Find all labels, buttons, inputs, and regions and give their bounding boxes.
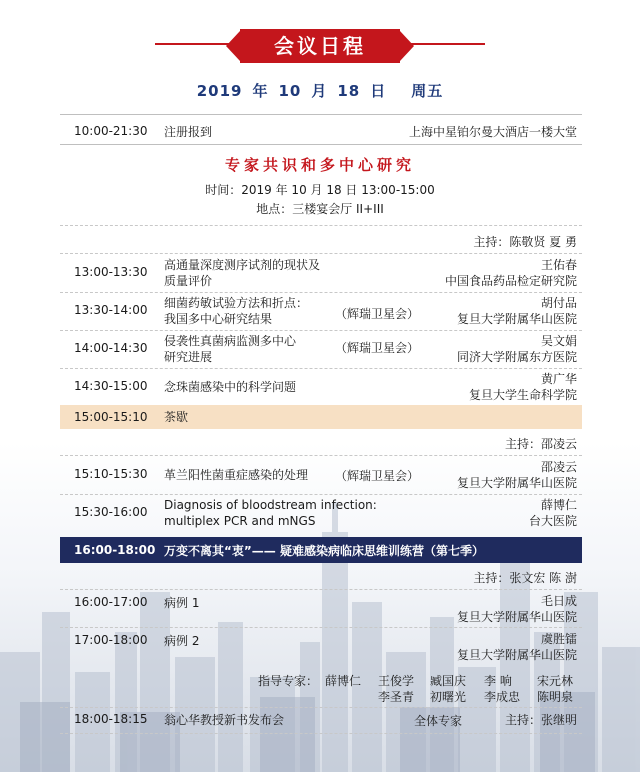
experts-note: 全体专家 (414, 714, 463, 728)
agenda-date: 2019 年 10 月 18 日 周五 (196, 82, 444, 100)
satellite-tag: （辉瑞卫星会） (335, 469, 420, 483)
time-slot: 17:00-18:00 (74, 633, 148, 647)
time-slot: 10:00-21:30 (74, 124, 148, 138)
camp-title: 万变不离其“衷”—— 疑难感染病临床思维训练营（第七季） (164, 544, 484, 558)
divider (60, 368, 582, 369)
speaker: 黄广华 复旦大学生命科学院 (468, 372, 577, 402)
topic: 高通量深度测序试剂的现状及 质量评价 (164, 258, 321, 288)
page-title: 会议日程 (240, 29, 400, 63)
session-time: 时间：2019 年 10 月 18 日 13:00-15:00 (205, 183, 435, 197)
time-slot: 16:00-18:00 (74, 543, 156, 557)
divider (60, 225, 582, 226)
guide-expert: 李圣青 (378, 690, 415, 704)
divider (60, 114, 582, 115)
time-slot: 15:30-16:00 (74, 505, 148, 519)
time-slot: 15:10-15:30 (74, 467, 148, 481)
divider (60, 733, 582, 734)
guide-expert: 李 响 (484, 674, 512, 688)
speaker: 虞胜镭 复旦大学附属华山医院 (456, 632, 577, 662)
banner-right-wing (400, 31, 414, 61)
divider (60, 707, 582, 708)
divider (60, 589, 582, 590)
topic: 注册报到 (164, 125, 213, 139)
training-camp-header (60, 537, 582, 563)
header-banner (0, 29, 640, 63)
time-slot: 18:00-18:15 (74, 712, 148, 726)
topic: 革兰阳性菌重症感染的处理 (164, 468, 309, 482)
topic: 茶歇 (164, 410, 189, 424)
topic: 翁心华教授新书发布会 (164, 713, 285, 727)
speaker: 邵凌云 复旦大学附属华山医院 (456, 460, 577, 490)
satellite-tag: （辉瑞卫星会） (335, 307, 420, 321)
divider (60, 627, 582, 628)
session-host: 主持：陈敬贤 夏 勇 (473, 235, 577, 249)
topic: 细菌药敏试验方法和折点： 我国多中心研究结果 (164, 296, 309, 326)
guide-expert: 王俊学 (378, 674, 415, 688)
session-host: 主持：张文宏 陈 澍 (473, 571, 577, 585)
session-host: 主持：张继明 (504, 713, 577, 727)
guide-expert: 臧国庆 (430, 674, 467, 688)
topic: 侵袭性真菌病监测多中心 研究进展 (164, 334, 297, 364)
speaker: 吴文娟 同济大学附属东方医院 (456, 334, 577, 364)
guide-expert: 李成忠 (484, 690, 521, 704)
guide-expert: 宋元林 (537, 674, 574, 688)
speaker: 胡付品 复旦大学附属华山医院 (456, 296, 577, 326)
satellite-tag: （辉瑞卫星会） (335, 341, 420, 355)
time-slot: 13:00-13:30 (74, 265, 148, 279)
divider (60, 292, 582, 293)
time-slot: 15:00-15:10 (74, 410, 148, 424)
time-slot: 13:30-14:00 (74, 303, 148, 317)
session-host: 主持：邵凌云 (504, 437, 577, 451)
venue: 上海中星铂尔曼大酒店一楼大堂 (408, 125, 577, 139)
topic: Diagnosis of bloodstream infection: multiplex PCR and mNGS (164, 498, 377, 528)
divider (60, 330, 582, 331)
divider (60, 144, 582, 145)
time-slot: 16:00-17:00 (74, 595, 148, 609)
divider (60, 455, 582, 456)
speaker: 薛博仁 台大医院 (528, 498, 577, 528)
guide-label: 指导专家： (258, 674, 319, 688)
session-title: 专家共识和多中心研究 (224, 156, 415, 174)
time-slot: 14:00-14:30 (74, 341, 148, 355)
topic: 病例 2 (164, 634, 200, 648)
topic: 念珠菌感染中的科学问题 (164, 380, 297, 394)
divider (60, 494, 582, 495)
speaker: 毛日成 复旦大学附属华山医院 (456, 594, 577, 624)
topic: 病例 1 (164, 596, 200, 610)
speaker: 王佑春 中国食品药品检定研究院 (444, 258, 577, 288)
guide-expert: 初曙光 (430, 690, 467, 704)
time-slot: 14:30-15:00 (74, 379, 148, 393)
divider (60, 253, 582, 254)
banner-left-wing (226, 31, 240, 61)
session-venue: 地点：三楼宴会厅 II+III (256, 202, 384, 216)
guide-expert: 陈明泉 (537, 690, 574, 704)
guide-expert: 薛博仁 (325, 674, 362, 688)
tea-break-row (60, 405, 582, 429)
